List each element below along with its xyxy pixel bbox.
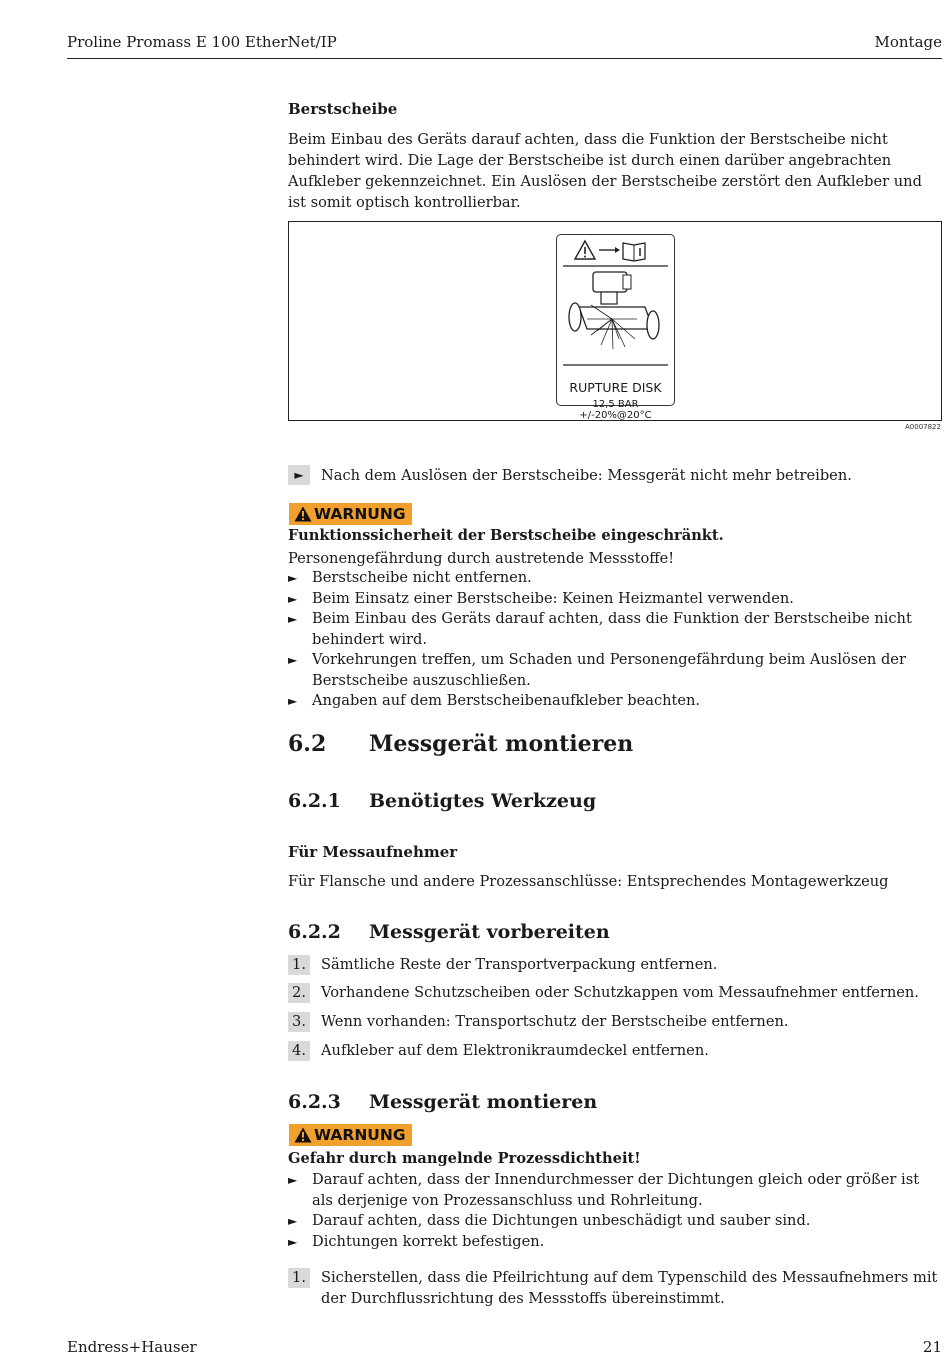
page-number: 21 bbox=[922, 1338, 942, 1356]
sensor-text: Für Flansche und andere Prozessanschlüsse: Entsprechendes Montagewerkzeug bbox=[288, 873, 889, 890]
rupture-disk-figure bbox=[288, 221, 942, 421]
warning-triangle-icon bbox=[294, 506, 312, 522]
warning-label: WARNUNG bbox=[314, 1126, 406, 1144]
bullet-arrow-icon: ► bbox=[288, 612, 298, 626]
step-number: 4. bbox=[288, 1041, 310, 1061]
warning-instructions bbox=[288, 568, 944, 712]
step-text: Wenn vorhanden: Transportschutz der Berstscheibe entfernen. bbox=[321, 1013, 789, 1030]
warning-badge bbox=[289, 1124, 412, 1146]
bullet-arrow-icon: ► bbox=[288, 694, 298, 708]
step-item bbox=[288, 1012, 948, 1034]
step-text: Sämtliche Reste der Transportverpackung entfernen. bbox=[321, 956, 718, 973]
sensor-heading: Für Messaufnehmer bbox=[288, 843, 458, 861]
step-text: Sicherstellen, dass die Pfeilrichtung auf dem Typenschild des Messaufnehmers mit der Durchflussrichtung des Messstoffs übereinstimmt. bbox=[321, 1269, 938, 1307]
bullet-arrow-icon: ► bbox=[288, 591, 298, 606]
header-title: Proline Promass E 100 EtherNet/IP bbox=[67, 33, 337, 51]
step-text: Aufkleber auf dem Elektronikraumdeckel entfernen. bbox=[321, 1042, 709, 1059]
list-item: ► Angaben auf dem Berstscheibenaufkleber beachten. bbox=[288, 691, 944, 712]
warning-instructions bbox=[288, 1170, 944, 1252]
section-heading-6-2-2: 6.2.2 Messgerät vorbereiten bbox=[288, 921, 610, 943]
warning-title: Gefahr durch mangelnde Prozessdichtheit! bbox=[288, 1150, 641, 1167]
figure-id: A0007822 bbox=[905, 423, 941, 431]
header-rule bbox=[67, 58, 942, 59]
section-heading-6-2-1: 6.2.1 Benötigtes Werkzeug bbox=[288, 790, 597, 812]
list-item: ► Beim Einbau des Geräts darauf achten, dass die Funktion der Berstscheibe nicht behindert wird. bbox=[288, 610, 912, 648]
list-item: ► Berstscheibe nicht entfernen. bbox=[288, 568, 944, 589]
footer-brand: Endress+Hauser bbox=[67, 1338, 197, 1356]
warning-badge bbox=[289, 503, 412, 525]
list-item: ► Vorkehrungen treffen, um Schaden und Personengefährdung beim Auslösen der Berstscheibe auszuschließen. bbox=[288, 651, 906, 689]
action-text: Nach dem Auslösen der Berstscheibe: Messgerät nicht mehr betreiben. bbox=[321, 467, 852, 484]
list-item: ► Darauf achten, dass der Innendurchmesser der Dichtungen gleich oder größer ist als derjenige von Prozessanschluss und Rohrleitung. bbox=[288, 1171, 920, 1209]
action-arrow-icon: ► bbox=[288, 465, 310, 485]
rupture-disk-label bbox=[556, 234, 675, 421]
list-item: ► Dichtungen korrekt befestigen. bbox=[288, 1232, 944, 1253]
rupture-disk-text: Beim Einbau des Geräts darauf achten, dass die Funktion der Berstscheibe nicht behindert wird. Die Lage der Berstscheibe ist durch einen darüber angebrachten Aufkleber gekennzeichnet. Ein Auslösen der Berstscheibe zerstört den Aufkleber und ist somit optisch kontrollierbar. bbox=[288, 131, 922, 211]
list-item: ► Beim Einsatz einer Berstscheibe: Keinen Heizmantel verwenden. bbox=[288, 589, 944, 610]
warning-triangle-icon bbox=[294, 1127, 312, 1143]
step-item bbox=[288, 1041, 948, 1063]
list-item: ► Darauf achten, dass die Dichtungen unbeschädigt und sauber sind. bbox=[288, 1211, 944, 1232]
section-heading-6-2: 6.2 Messgerät montieren bbox=[288, 731, 634, 757]
warning-title: Funktionssicherheit der Berstscheibe eingeschränkt. bbox=[288, 527, 724, 544]
warning-label: WARNUNG bbox=[314, 505, 406, 523]
bullet-arrow-icon: ► bbox=[288, 1173, 298, 1187]
flowmeter-illustration bbox=[557, 235, 674, 380]
bullet-arrow-icon: ► bbox=[288, 571, 298, 585]
bullet-arrow-icon: ► bbox=[288, 1234, 298, 1249]
warning-subtitle: Personengefährdung durch austretende Messstoffe! bbox=[288, 550, 675, 567]
step-item bbox=[288, 1268, 948, 1312]
step-text: Vorhandene Schutzscheiben oder Schutzkappen vom Messaufnehmer entfernen. bbox=[321, 984, 919, 1001]
rupture-disk-heading: Berstscheibe bbox=[288, 100, 398, 118]
step-item bbox=[288, 955, 948, 977]
step-number: 1. bbox=[288, 955, 310, 975]
header-section: Montage bbox=[874, 33, 942, 51]
label-subtitle: 12,5 BAR +/-20%@20°C bbox=[579, 399, 652, 421]
warning-read-manual-icon bbox=[575, 241, 645, 261]
bullet-arrow-icon: ► bbox=[288, 653, 298, 667]
section-heading-6-2-3: 6.2.3 Messgerät montieren bbox=[288, 1091, 598, 1113]
step-item bbox=[288, 983, 948, 1005]
step-number: 1. bbox=[288, 1268, 310, 1288]
bullet-arrow-icon: ► bbox=[288, 1214, 298, 1228]
step-number: 2. bbox=[288, 983, 310, 1003]
label-title: RUPTURE DISK bbox=[569, 380, 662, 395]
step-number: 3. bbox=[288, 1012, 310, 1032]
